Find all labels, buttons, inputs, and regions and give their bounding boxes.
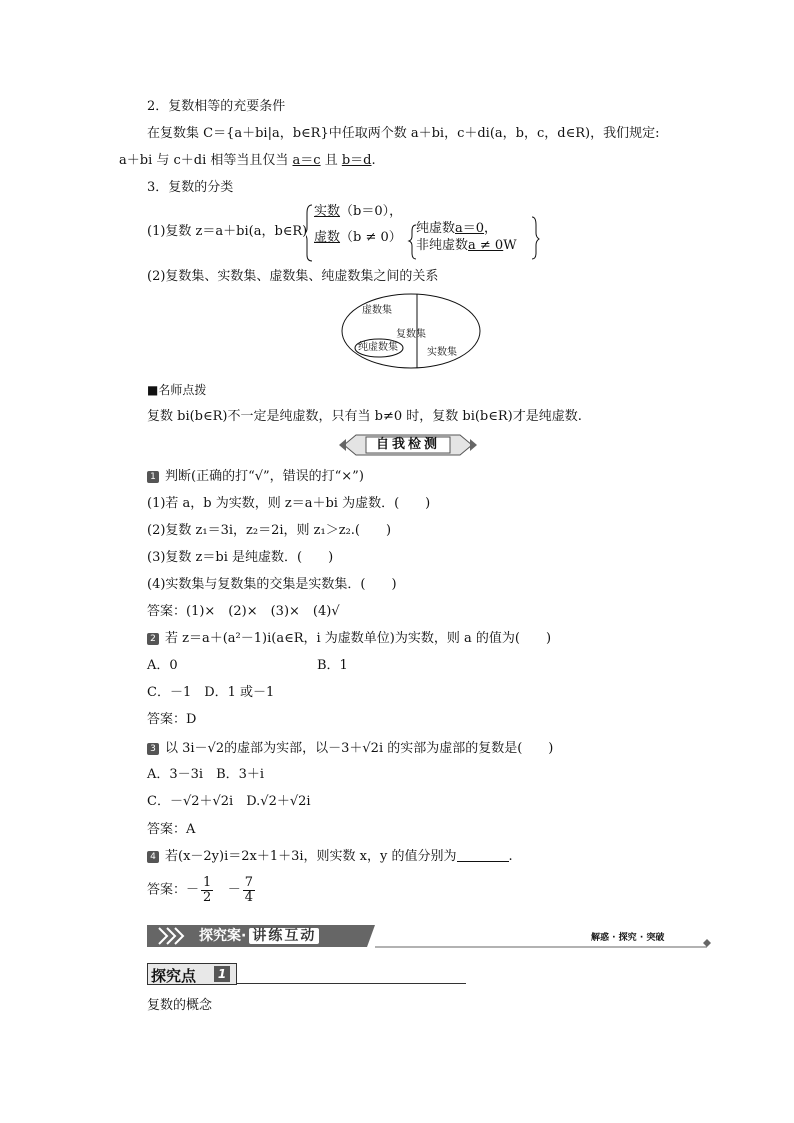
q2-option-b: B．1: [317, 658, 348, 673]
q1-stem-text: 判断(正确的打“√”，错误的打“×”): [165, 469, 364, 484]
tip-text: 复数 bi(b∈R)不一定是纯虚数，只有当 b≠0 时，复数 bi(b∈R)才是纯虚数.: [147, 409, 582, 424]
selfcheck-banner: [338, 433, 478, 457]
nonpure-cond: a ≠ 0: [468, 238, 504, 253]
q1-stem: [147, 468, 364, 486]
nonpure-label: 非纯虚数: [416, 238, 469, 253]
explore-point-header: [147, 963, 467, 985]
q1-item-2: (2)复数 z₁＝3i，z₂＝2i，则 z₁＞z₂.( ): [147, 523, 392, 538]
explore-banner-b: 讲练互动: [249, 928, 319, 944]
tip-heading: ■名师点拨: [147, 383, 207, 397]
nonpure-tail: W: [503, 238, 517, 253]
cond-a-eq-c: a＝c: [292, 153, 321, 168]
q3-stem-text: 以 3i－√2的虚部为实部，以－3＋√2i 的实部为虚部的复数是( ): [165, 741, 554, 756]
q1-answer: 答案：(1)× (2)× (3)× (4)√: [147, 604, 340, 619]
explore-point-box: [147, 963, 237, 985]
q4-ans2-den: 4: [244, 890, 254, 905]
classification-item1: (1)复数 z＝a＋bi(a，b∈R): [147, 224, 308, 239]
explore-banner: [147, 923, 712, 949]
q4-blank: [457, 849, 509, 862]
classification-item2: (2)复数集、实数集、虚数集、纯虚数集之间的关系: [147, 269, 439, 284]
explore-banner-dot: ·: [241, 928, 247, 944]
explore-point-rule: [236, 983, 466, 984]
class-nonpure: [416, 237, 517, 255]
real-cond: （b＝0）: [340, 204, 390, 219]
q4-badge: 4: [147, 851, 159, 863]
q4-answer: [147, 876, 257, 905]
pure-label: 纯虚数: [416, 221, 456, 236]
section2-line1: 在复数集 C＝{a＋bi|a，b∈R}中任取两个数 a＋bi，c＋di(a，b，c，d∈R)，我们规定:: [147, 126, 660, 141]
q4-ans1-num: 1: [203, 875, 212, 890]
section2-line2-c: 且: [320, 153, 342, 168]
q4-ans1-den: 2: [203, 890, 212, 905]
section2-heading: 2．复数相等的充要条件: [147, 99, 286, 114]
q2-badge: 2: [147, 633, 159, 645]
q1-badge: 1: [147, 471, 159, 483]
class-real: [314, 203, 402, 221]
q3-options-cd: C．－√2＋√2i D.√2＋√2i: [147, 794, 311, 809]
q2-options-cd: C．－1 D．1 或－1: [147, 685, 275, 700]
q4-stem: [147, 848, 513, 866]
q2-stem-text: 若 z＝a＋(a²－1)i(a∈R，i 为虚数单位)为实数，则 a 的值为( ): [165, 631, 552, 646]
section2-line2-end: .: [371, 153, 376, 168]
q2-stem: [147, 630, 551, 648]
pure-cond: a＝0: [455, 221, 485, 236]
venn-real-label: 实数集: [427, 347, 457, 358]
q4-answer-label: 答案：: [147, 882, 187, 898]
q3-badge: 3: [147, 743, 159, 755]
explore-point-num: 1: [214, 966, 230, 982]
section2-line2: [119, 152, 376, 170]
cond-b-eq-d: b＝d: [341, 153, 372, 168]
q3-options-ab: A．3－3i B．3＋i: [147, 767, 265, 782]
q4-ans2-frac: [243, 876, 255, 905]
q2-answer: 答案：D: [147, 712, 197, 727]
explore-banner-right: 解惑 · 探究 · 突破: [591, 933, 665, 943]
q4-stem-tail: .: [508, 849, 513, 864]
section3-heading: 3．复数的分类: [147, 180, 234, 195]
explore-point-label: 探究点: [151, 967, 197, 985]
q3-stem: [147, 740, 553, 758]
q1-item-1: (1)若 a，b 为实数，则 z＝a＋bi 为虚数．( ): [147, 496, 431, 511]
selfcheck-title: 自我检测: [375, 437, 440, 452]
explore-banner-a: 探究案: [199, 928, 241, 944]
venn-pure-label: 纯虚数集: [358, 342, 398, 353]
class-pure: [416, 220, 497, 238]
venn-complex-label: 复数集: [396, 329, 426, 340]
explore-banner-title: [199, 926, 319, 946]
q4-ans2-num: 7: [244, 875, 254, 890]
q4-ans1-frac: [201, 876, 213, 905]
section2-line2-a: a＋bi 与 c＋di 相等当且仅当: [119, 153, 293, 168]
pure-tail: ，: [484, 221, 498, 236]
real-label: 实数: [314, 204, 341, 219]
imag-label: 虚数: [314, 230, 341, 245]
q4-stem-text: 若(x－2y)i＝2x＋1＋3i，则实数 x，y 的值分别为: [165, 849, 457, 864]
q1-item-4: (4)实数集与复数集的交集是实数集．( ): [147, 577, 397, 592]
q3-answer: 答案：A: [147, 822, 196, 837]
explore-point-title: 复数的概念: [147, 998, 213, 1013]
real-tail: ，: [389, 204, 403, 219]
q4-ans1-sign: －: [186, 882, 200, 898]
q2-option-a: A．0: [147, 658, 178, 673]
class-imag: [314, 229, 402, 247]
venn-imag-label: 虚数集: [362, 305, 392, 316]
q4-ans2-sign: －: [227, 882, 241, 898]
q1-item-3: (3)复数 z＝bi 是纯虚数．( ): [147, 550, 334, 565]
imag-cond: （b ≠ 0）: [340, 230, 402, 245]
